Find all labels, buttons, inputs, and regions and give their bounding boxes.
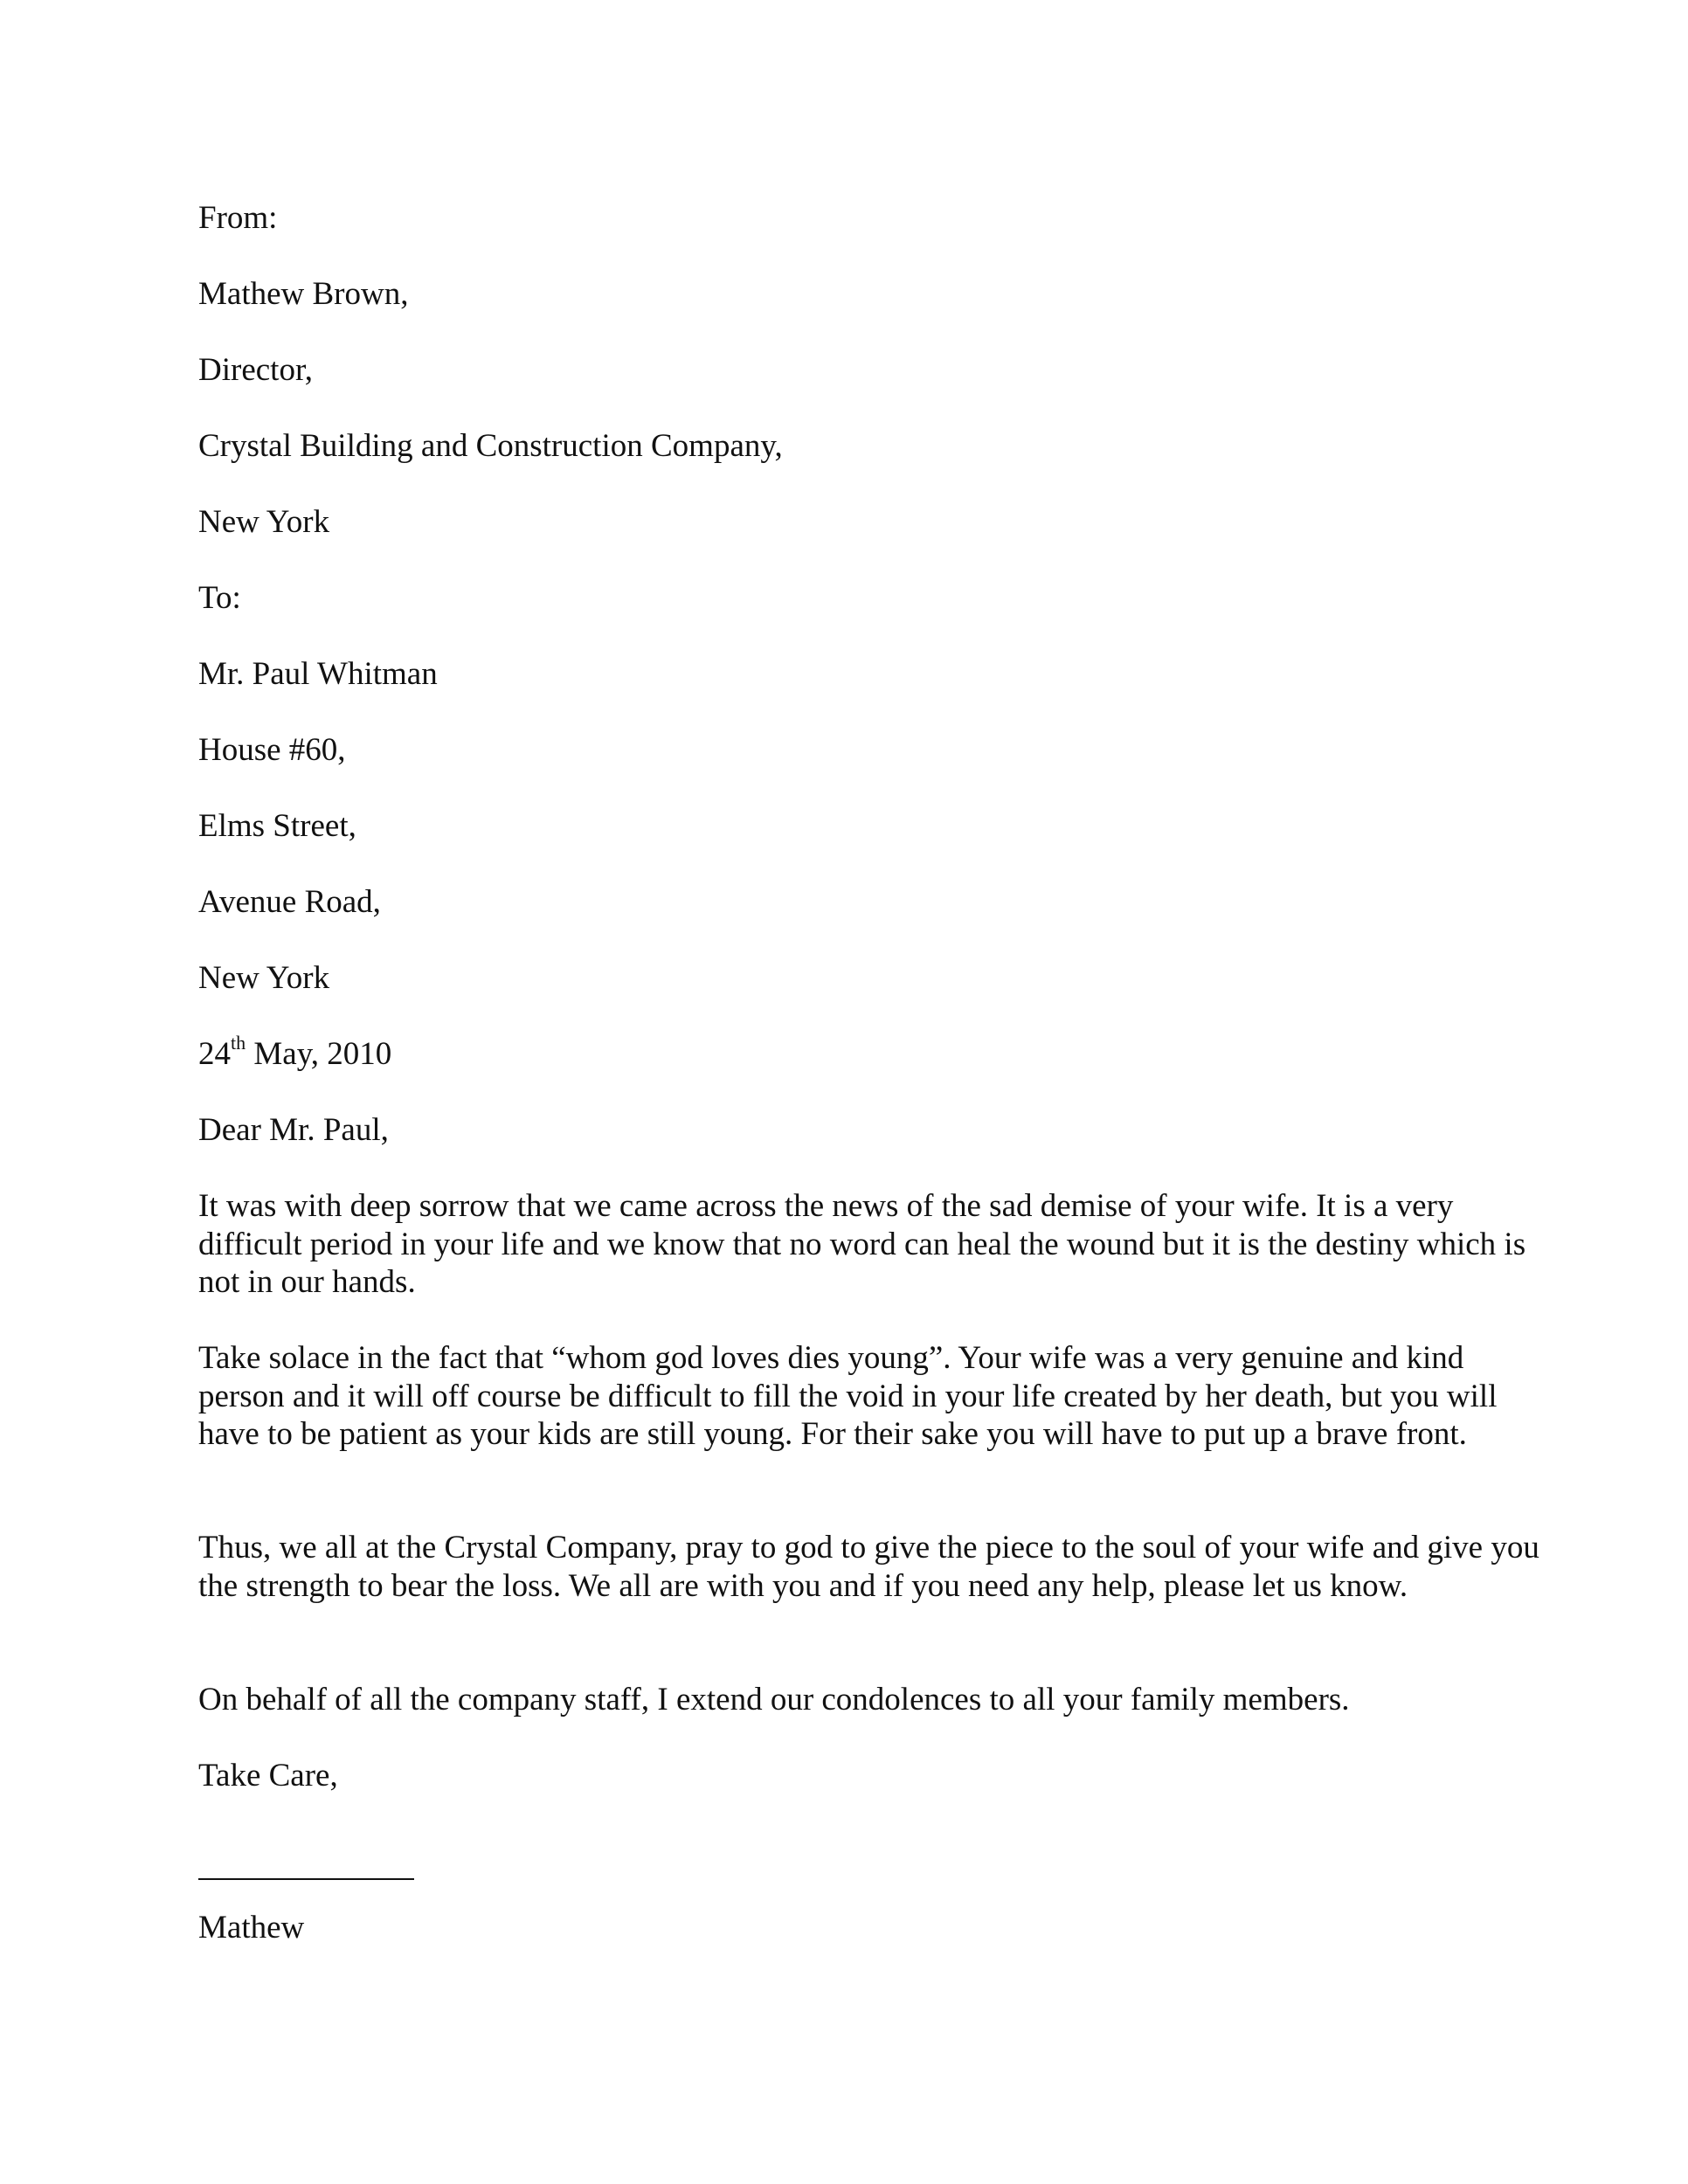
recipient-city: New York: [198, 960, 330, 996]
signature-name: Mathew: [198, 1910, 305, 1946]
body-paragraph-3: Thus, we all at the Crystal Company, pray to god to give the piece to the soul of your wife and give you the strength to bear the loss. We all are with you and if you need any help, please let us know.: [198, 1530, 1539, 1604]
recipient-road: Avenue Road,: [198, 884, 381, 920]
recipient-street: Elms Street,: [198, 808, 356, 844]
salutation: Dear Mr. Paul,: [198, 1112, 389, 1148]
signature-line: [198, 1878, 414, 1880]
body-paragraph-2: Take solace in the fact that “whom god loves dies young”. Your wife was a very genuine and kind person and it will off course be difficult to fill the void in your life created by her death, but you will have to be patient as your kids are still young. For their sake you will have to put up a brave front.: [198, 1340, 1498, 1452]
sender-company: Crystal Building and Construction Company,: [198, 428, 783, 464]
to-label: To:: [198, 580, 241, 616]
date-rest: May, 2010: [246, 1036, 392, 1072]
from-label: From:: [198, 200, 278, 236]
closing: Take Care,: [198, 1758, 338, 1794]
body-paragraph-1: It was with deep sorrow that we came across the news of the sad demise of your wife. It is a very difficult period in your life and we know that no word can heal the wound but it is the destiny which is not in our hands.: [198, 1188, 1526, 1300]
sender-city: New York: [198, 504, 330, 540]
recipient-name: Mr. Paul Whitman: [198, 656, 438, 692]
letter-date: [198, 1031, 392, 1074]
sender-title: Director,: [198, 352, 314, 388]
date-suffix: th: [231, 1031, 246, 1054]
date-day: 24: [198, 1036, 231, 1072]
recipient-house: House #60,: [198, 732, 346, 768]
sender-name: Mathew Brown,: [198, 276, 409, 312]
body-paragraph-4: On behalf of all the company staff, I extend our condolences to all your family members.: [198, 1682, 1350, 1717]
